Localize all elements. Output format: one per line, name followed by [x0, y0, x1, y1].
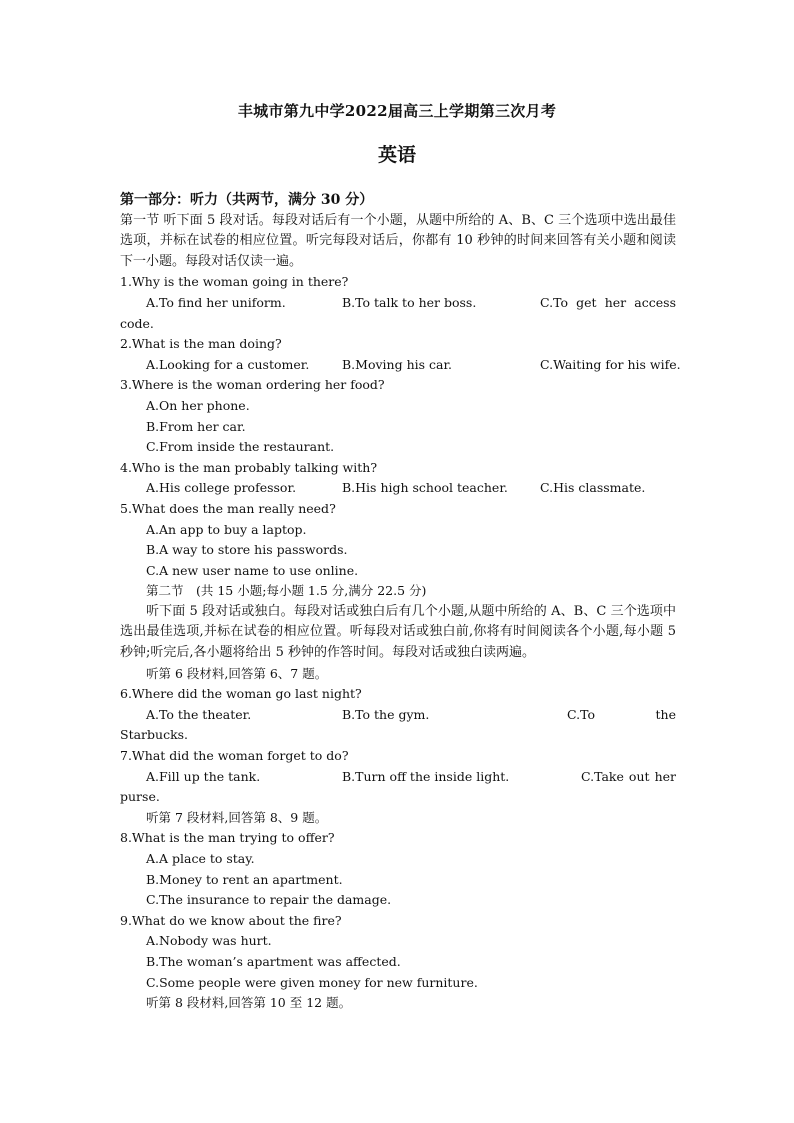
material-8-instruction: 听第 8 段材料,回答第 10 至 12 题。	[146, 995, 352, 1011]
section1-intro: 第一节 听下面 5 段对话。每段对话后有一个小题，从题中所给的 A、B、C 三个选项中选出最佳选项，并标在试卷的相应位置。听完每段对话后，你都有 10 秒钟的时间来回答有关小题和阅读下一小题。每段对话仅读一遍。	[120, 212, 676, 269]
question-5-stem: 5.What does the man really need?	[120, 500, 336, 516]
question-4-options	[120, 478, 676, 499]
option-b: B.The woman’s apartment was affected.	[146, 953, 401, 969]
option-a: A.An app to buy a laptop.	[146, 521, 307, 537]
option-c-continuation: code.	[120, 315, 154, 331]
option-a: A.On her phone.	[146, 397, 250, 413]
question-4-stem: 4.Who is the man probably talking with?	[120, 459, 378, 475]
option-c: C.A new user name to use online.	[146, 562, 359, 578]
option-b: B.A way to store his passwords.	[146, 542, 348, 558]
option-a: A.A place to stay.	[146, 851, 255, 866]
option-c: C.From inside the restaurant.	[146, 439, 335, 455]
part1-heading: 第一部分：听力（共两节，满分 30 分）	[120, 192, 374, 208]
option-a: A.Nobody was hurt.	[146, 933, 272, 949]
question-7-stem: 7.What did the woman forget to do?	[120, 748, 349, 764]
option-b: B.From her car.	[146, 418, 246, 434]
option-c-continuation: Starbucks.	[120, 727, 189, 743]
option-c: C.Some people were given money for new furniture.	[146, 974, 478, 990]
question-1-stem: 1.Why is the woman going in there?	[120, 274, 349, 290]
question-3-stem: 3.Where is the woman ordering her food?	[120, 377, 385, 393]
option-c: C.His classmate.	[540, 480, 646, 496]
question-6-options	[120, 705, 676, 726]
exam-content	[120, 190, 681, 1014]
section2-heading: 第二节 (共 15 小题;每小题 1.5 分,满分 22.5 分)	[146, 583, 427, 599]
option-c: C.To the	[567, 706, 676, 722]
question-8-stem: 8.What is the man trying to offer?	[120, 830, 335, 846]
option-a: A.To find her uniform.	[146, 294, 286, 310]
option-b: B.To talk to her boss.	[342, 294, 477, 310]
option-a: A.To the theater.	[146, 706, 252, 722]
option-b: B.To the gym.	[342, 706, 430, 722]
question-1-options	[120, 293, 676, 314]
question-2-options	[120, 355, 681, 376]
option-b: B.Money to rent an apartment.	[146, 871, 343, 887]
option-c: C.Take out her	[581, 768, 676, 784]
option-c: C.To get her access	[540, 294, 676, 310]
material-7-instruction: 听第 7 段材料,回答第 8、9 题。	[146, 809, 328, 825]
question-7-options	[120, 767, 676, 788]
option-b: B.Turn off the inside light.	[342, 768, 510, 784]
option-b: B.His high school teacher.	[342, 480, 508, 496]
option-c: C.Waiting for his wife.	[540, 356, 681, 372]
option-b: B.Moving his car.	[342, 356, 453, 372]
option-a: A.His college professor.	[146, 480, 297, 496]
option-a: A.Fill up the tank.	[146, 768, 261, 784]
question-2-stem: 2.What is the man doing?	[120, 336, 282, 352]
question-9-stem: 9.What do we know about the fire?	[120, 912, 342, 928]
subject-title: 英语	[377, 144, 416, 166]
material-6-instruction: 听第 6 段材料,回答第 6、7 题。	[146, 665, 328, 681]
option-c-continuation: purse.	[120, 789, 160, 805]
option-a: A.Looking for a customer.	[146, 356, 310, 372]
question-6-stem: 6.Where did the woman go last night?	[120, 686, 362, 702]
exam-title: 丰城市第九中学2022届高三上学期第三次月考	[237, 102, 557, 120]
section2-intro: 听下面 5 段对话或独白。每段对话或独白后有几个小题,从题中所给的 A、B、C 三个选项中选出最佳选项,并标在试卷的相应位置。听每段对话或独白前,你将有时间阅读各个小题,每小题 5 秒钟;听完后,各小题将给出 5 秒钟的作答时间。每段对话或独白读两遍。	[120, 603, 676, 661]
option-c: C.The insurance to repair the damage.	[146, 892, 392, 908]
